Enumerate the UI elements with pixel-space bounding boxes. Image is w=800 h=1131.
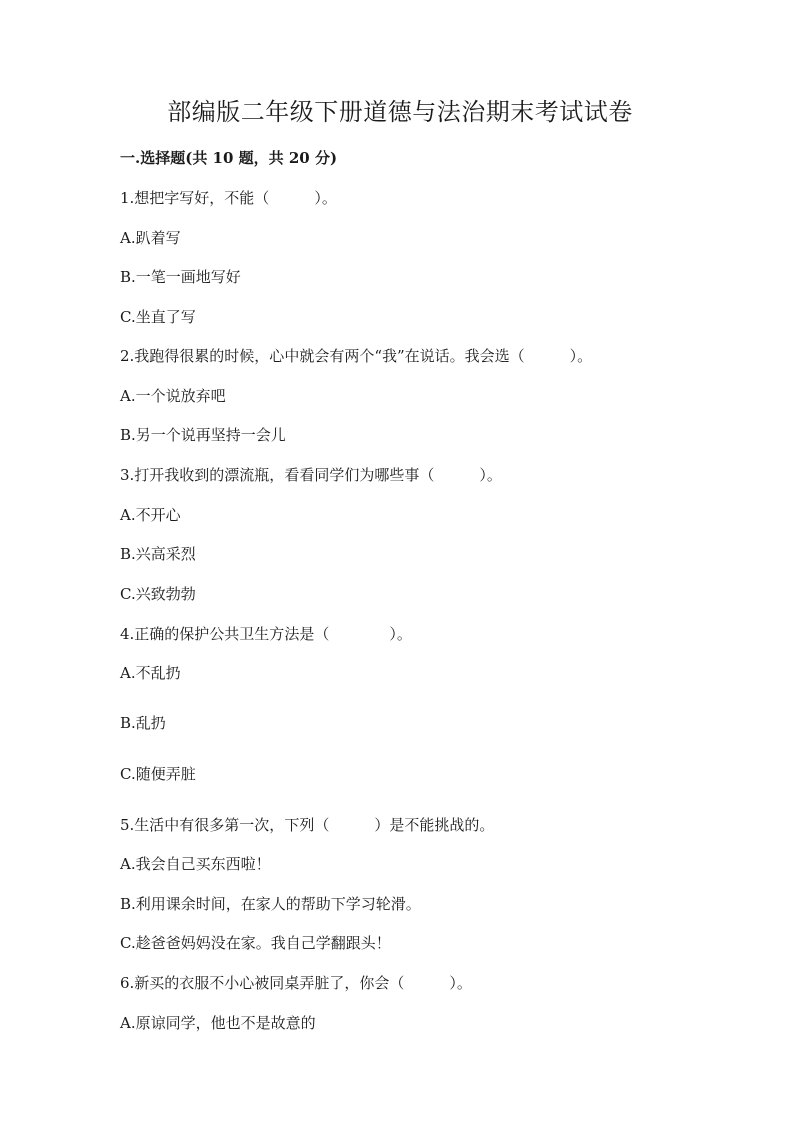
question-1-stem: 1.想把字写好，不能（ ）。 [120,189,337,207]
question-1-option-a: A.趴着写 [120,229,181,247]
question-3-stem: 3.打开我收到的漂流瓶，看看同学们为哪些事（ ）。 [120,466,502,484]
question-3-option-b: B.兴高采烈 [120,545,196,563]
question-4-option-c: C.随便弄脏 [120,765,196,783]
question-2-option-a: A.一个说放弃吧 [120,387,226,405]
section-heading: 一.选择题(共 10 题，共 20 分) [120,149,338,167]
question-5-option-c: C.趁爸爸妈妈没在家。我自己学翻跟头！ [120,934,391,952]
exam-title: 部编版二年级下册道德与法治期末考试试卷 [167,98,633,126]
question-5-stem: 5.生活中有很多第一次，下列（ ）是不能挑战的。 [120,816,495,834]
question-3-option-c: C.兴致勃勃 [120,585,196,603]
question-6-stem: 6.新买的衣服不小心被同桌弄脏了，你会（ ）。 [120,974,472,992]
question-4-option-a: A.不乱扔 [120,664,181,682]
question-2-stem: 2.我跑得很累的时候，心中就会有两个“我”在说话。我会选（ ）。 [120,347,593,365]
question-3-option-a: A.不开心 [120,506,181,524]
question-5-option-b: B.利用课余时间，在家人的帮助下学习轮滑。 [120,895,421,913]
question-5-option-a: A.我会自己买东西啦！ [120,855,271,873]
question-6-option-a: A.原谅同学，他也不是故意的 [120,1014,316,1032]
question-4-stem: 4.正确的保护公共卫生方法是（ ）。 [120,625,412,643]
question-2-option-b: B.另一个说再坚持一会儿 [120,426,286,444]
question-1-option-c: C.坐直了写 [120,308,196,326]
question-4-option-b: B.乱扔 [120,714,166,732]
question-1-option-b: B.一笔一画地写好 [120,268,241,286]
